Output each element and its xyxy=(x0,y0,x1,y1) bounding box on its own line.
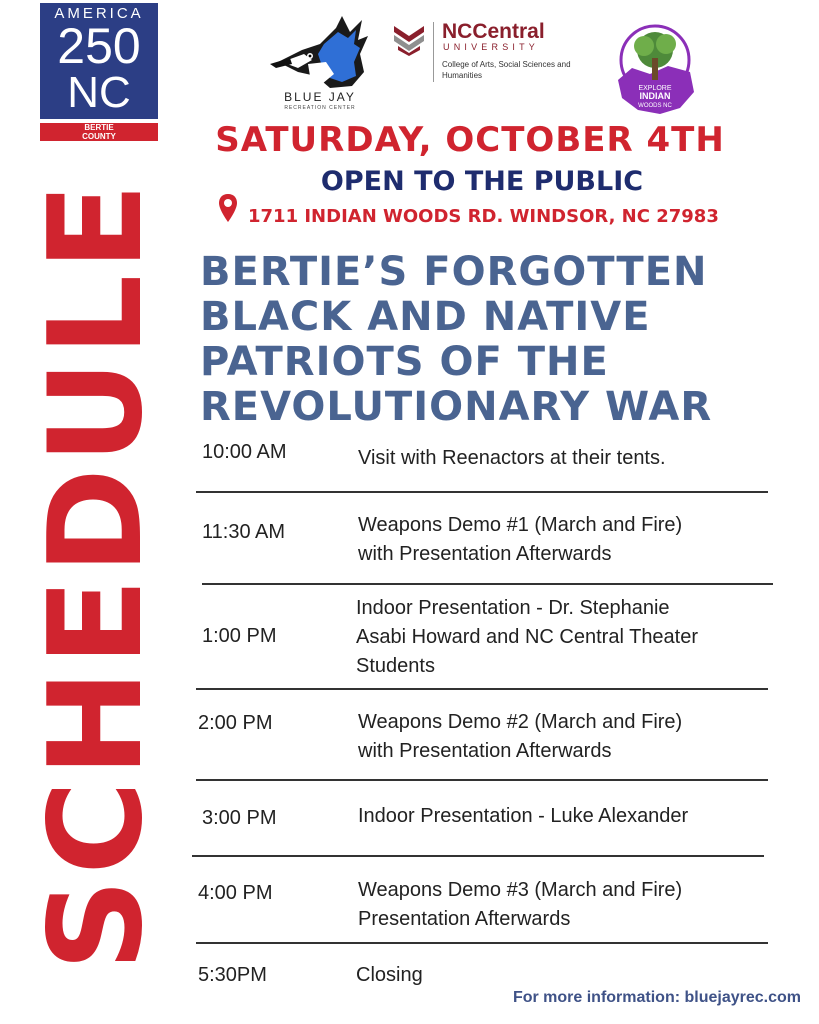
schedule-time: 4:00 PM xyxy=(198,882,273,904)
row-divider xyxy=(196,942,768,944)
nccu-chevron-icon xyxy=(392,22,426,56)
row-divider xyxy=(196,491,768,493)
schedule-description xyxy=(358,511,682,569)
schedule-desc-line: Indoor Presentation - Dr. Stephanie xyxy=(356,597,670,619)
schedule-time: 11:30 AM xyxy=(202,521,286,543)
america250-county-band xyxy=(40,123,158,141)
schedule-time: 5:30PM xyxy=(198,964,267,986)
schedule-desc-line: Visit with Reenactors at their tents. xyxy=(358,447,666,469)
nccu-college: College of Arts, Social Sciences and Humanities xyxy=(442,60,571,80)
schedule-description xyxy=(358,708,682,766)
nccu-name: NCCentral xyxy=(442,20,545,43)
event-title-line4: REVOLUTIONARY WAR xyxy=(200,384,713,430)
row-divider xyxy=(192,855,764,857)
row-divider xyxy=(202,583,773,585)
bluejay-name: BLUE JAY xyxy=(284,90,356,104)
location-pin-icon xyxy=(218,193,238,223)
america250-word: AMERICA xyxy=(54,5,144,22)
schedule-desc-line: Weapons Demo #2 (March and Fire) xyxy=(358,711,683,733)
indian-woods-logo xyxy=(610,22,700,118)
event-title xyxy=(200,250,800,430)
more-info-footer: For more information: bluejayrec.com xyxy=(512,989,801,1006)
county-line1: BERTIE xyxy=(84,123,114,132)
schedule-time: 3:00 PM xyxy=(202,807,277,829)
nccu-university: UNIVERSITY xyxy=(443,42,540,52)
schedule-description xyxy=(356,594,698,681)
nccu-divider xyxy=(433,22,434,82)
schedule-description xyxy=(356,961,423,990)
schedule-desc-line: with Presentation Afterwards xyxy=(358,543,612,565)
bluejay-subtitle: RECREATION CENTER xyxy=(284,105,356,111)
schedule-desc-line: Presentation Afterwards xyxy=(358,908,571,930)
eiw-line2: INDIAN xyxy=(639,91,671,101)
schedule-desc-line: with Presentation Afterwards xyxy=(358,740,612,762)
county-line2: COUNTY xyxy=(82,132,116,141)
schedule-description xyxy=(358,444,666,473)
schedule-desc-line: Students xyxy=(356,655,435,677)
schedule-side-title-text: SCHEDULE xyxy=(22,179,171,971)
schedule-desc-line: Asabi Howard and NC Central Theater xyxy=(356,626,699,648)
america250-number: 250 xyxy=(57,18,141,74)
event-address: 1711 INDIAN WOODS RD. WINDSOR, NC 27983 xyxy=(248,206,719,227)
eiw-line3: WOODS NC xyxy=(638,103,672,109)
event-title-line2: BLACK AND NATIVE xyxy=(200,294,651,340)
schedule-time: 10:00 AM xyxy=(202,441,287,463)
schedule-description xyxy=(358,876,682,934)
america250-state: NC xyxy=(67,68,131,117)
row-divider xyxy=(196,779,768,781)
event-title-line1: BERTIE’S FORGOTTEN xyxy=(200,249,708,295)
event-access: OPEN TO THE PUBLIC xyxy=(320,166,644,197)
event-date: SATURDAY, OCTOBER 4TH xyxy=(215,120,725,160)
row-divider xyxy=(196,688,768,690)
schedule-time: 1:00 PM xyxy=(202,625,277,647)
schedule-time: 2:00 PM xyxy=(198,712,273,734)
eiw-line1: EXPLORE xyxy=(638,85,672,92)
bluejay-bird-icon xyxy=(268,14,370,92)
schedule-desc-line: Weapons Demo #1 (March and Fire) xyxy=(358,514,683,536)
schedule-description xyxy=(358,802,688,831)
schedule-desc-line: Weapons Demo #3 (March and Fire) xyxy=(358,879,683,901)
schedule-desc-line: Indoor Presentation - Luke Alexander xyxy=(358,805,689,827)
america250-logo xyxy=(40,3,158,119)
event-title-line3: PATRIOTS OF THE xyxy=(200,339,609,385)
schedule-desc-line: Closing xyxy=(356,964,423,986)
